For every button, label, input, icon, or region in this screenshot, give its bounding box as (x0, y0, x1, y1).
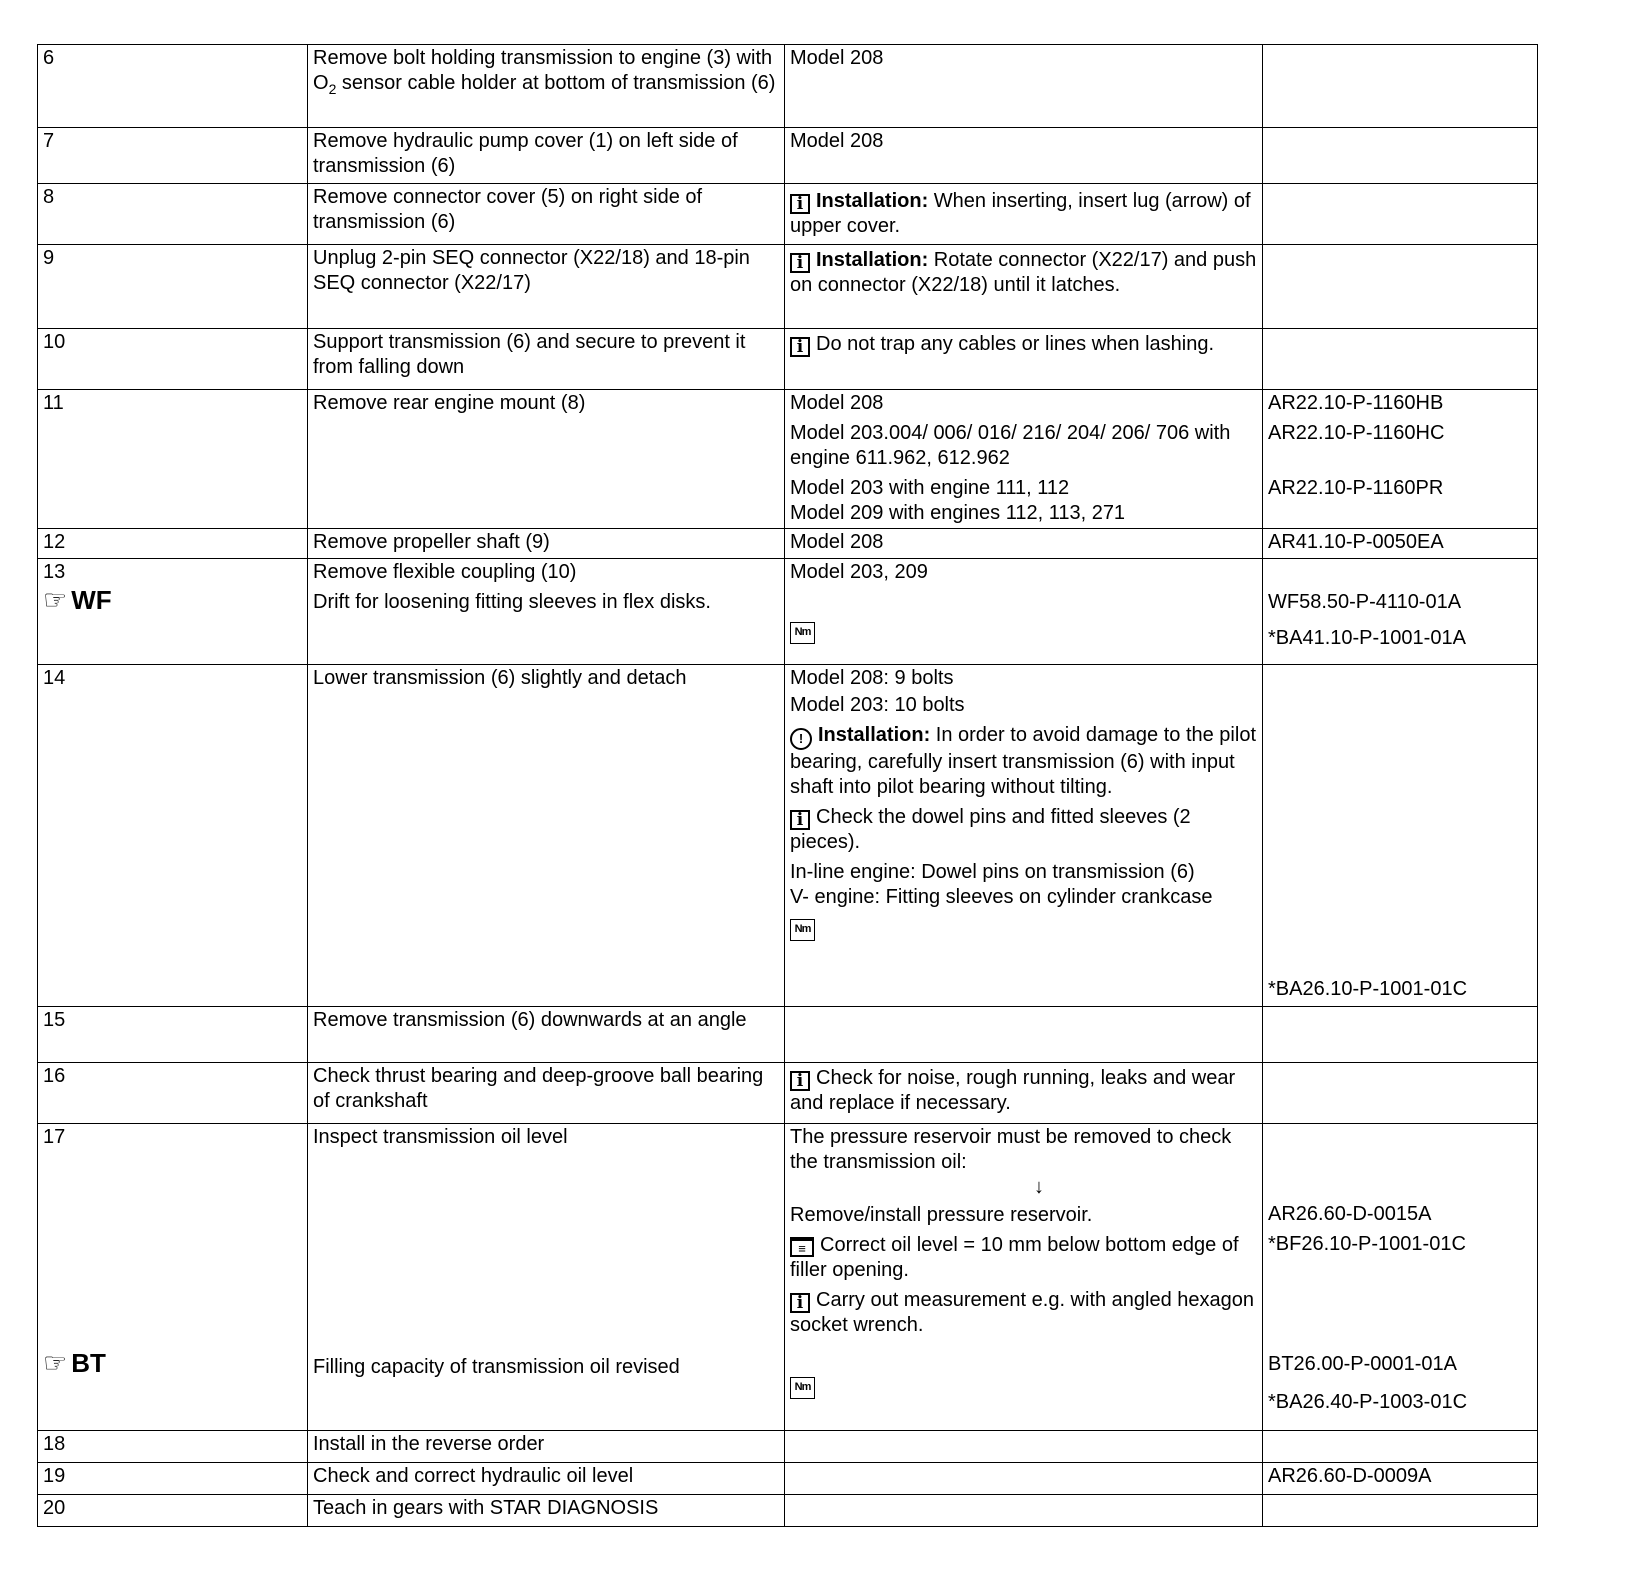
step-note: i Do not trap any cables or lines when lashing. (785, 329, 1263, 390)
step-action: Remove flexible coupling (10) Drift for loosening fitting sleeves in flex disks. (308, 559, 785, 665)
info-icon: i (790, 810, 810, 830)
step-note: Model 208: 9 bolts Model 203: 10 bolts ! Installation: In order to avoid damage to the pilot bearing, carefully insert transmission (6) with input shaft into pilot bearing without tilting. i Check the dowel pins and fitted sleeves (2 pieces). In-line engine: Dowel pins on transmission (6) V- engine: Fitting sleeves on cylinder crankcase Nm (785, 665, 1263, 1007)
step-number: 9 (38, 245, 308, 329)
step-number: 18 (38, 1431, 308, 1463)
down-arrow-icon: ↓ (1034, 1176, 1044, 1198)
table-row (38, 1007, 1538, 1063)
step-action: Teach in gears with STAR DIAGNOSIS (308, 1495, 785, 1527)
step-number: 20 (38, 1495, 308, 1527)
table-row (38, 184, 1538, 245)
step-number: 6 (38, 45, 308, 128)
table-row (38, 665, 1538, 1007)
workshop-note-marker: ☞ WF (43, 585, 112, 615)
reference-link[interactable]: AR26.60-D-0015A (1268, 1203, 1432, 1225)
step-number: 16 (38, 1063, 308, 1124)
info-icon: i (790, 253, 810, 273)
reference-link[interactable]: *BF26.10-P-1001-01C (1268, 1233, 1466, 1255)
step-action: Check and correct hydraulic oil level (308, 1463, 785, 1495)
step-action: Remove bolt holding transmission to engine (3) with $O_2$ sensor cable holder at bottom of transmission (6) (308, 45, 785, 128)
info-icon: i (790, 194, 810, 214)
table-row (38, 1463, 1538, 1495)
step-number: 19 (38, 1463, 308, 1495)
step-reference[interactable]: AR26.60-D-0009A (1263, 1463, 1538, 1495)
step-reference (1263, 390, 1538, 529)
reference-link[interactable]: AR22.10-P-1160PR (1268, 477, 1444, 499)
model-note: Model 208 (790, 392, 884, 414)
torque-icon: Nm (790, 919, 815, 941)
table-row (38, 1124, 1538, 1431)
step-note: Model 208 (785, 128, 1263, 184)
step-reference (1263, 1431, 1538, 1463)
step-action: Inspect transmission oil level Filling capacity of transmission oil revised (308, 1124, 785, 1431)
reference-link[interactable]: AR22.10-P-1160HC (1268, 422, 1445, 444)
step-note (785, 1463, 1263, 1495)
step-number: 12 (38, 529, 308, 559)
table-row (38, 390, 1538, 529)
reference-link[interactable]: BT26.00-P-0001-01A (1268, 1353, 1458, 1375)
table-row (38, 329, 1538, 390)
step-number: 14 (38, 665, 308, 1007)
model-note: Model 209 with engines 112, 113, 271 (790, 502, 1126, 524)
torque-icon: Nm (790, 622, 815, 644)
step-action: Install in the reverse order (308, 1431, 785, 1463)
step-note: i Installation: When inserting, insert lug (arrow) of upper cover. (785, 184, 1263, 245)
step-action: Remove transmission (6) downwards at an angle (308, 1007, 785, 1063)
step-action: Check thrust bearing and deep-groove ball bearing of crankshaft (308, 1063, 785, 1124)
table-row (38, 1495, 1538, 1527)
step-reference (1263, 1124, 1538, 1431)
step-number: 17 ☞ BT (38, 1124, 308, 1431)
step-number: 7 (38, 128, 308, 184)
reference-link[interactable]: WF58.50-P-4110-01A (1268, 591, 1462, 613)
reference-link[interactable]: *BA41.10-P-1001-01A (1268, 627, 1466, 649)
step-action: Remove rear engine mount (8) (308, 390, 785, 529)
step-reference (1263, 329, 1538, 390)
step-number: 10 (38, 329, 308, 390)
step-reference (1263, 1063, 1538, 1124)
step-reference (1263, 184, 1538, 245)
info-icon: i (790, 337, 810, 357)
step-action: Remove connector cover (5) on right side of transmission (6) (308, 184, 785, 245)
step-note: Model 203, 209 Nm (785, 559, 1263, 665)
table-row (38, 559, 1538, 665)
table-row (38, 45, 1538, 128)
step-reference (1263, 1007, 1538, 1063)
step-reference[interactable]: AR41.10-P-0050EA (1263, 529, 1538, 559)
table-row (38, 245, 1538, 329)
procedure-table (37, 44, 1538, 1527)
step-number: 15 (38, 1007, 308, 1063)
step-note (785, 390, 1263, 529)
step-reference (1263, 245, 1538, 329)
step-note (785, 1431, 1263, 1463)
step-reference (1263, 1495, 1538, 1527)
step-action: Lower transmission (6) slightly and detach (308, 665, 785, 1007)
step-reference (1263, 45, 1538, 128)
pointing-hand-icon: ☞ (43, 1348, 68, 1378)
table-row (38, 529, 1538, 559)
torque-icon: Nm (790, 1377, 815, 1399)
step-action: Support transmission (6) and secure to prevent it from falling down (308, 329, 785, 390)
info-icon: i (790, 1293, 810, 1313)
pointing-hand-icon: ☞ (43, 585, 68, 615)
step-action: Unplug 2-pin SEQ connector (X22/18) and 18-pin SEQ connector (X22/17) (308, 245, 785, 329)
step-number: 8 (38, 184, 308, 245)
step-note: Model 208 (785, 45, 1263, 128)
step-note (785, 1007, 1263, 1063)
step-reference (1263, 128, 1538, 184)
workshop-note-marker: ☞ BT (43, 1348, 106, 1378)
step-action: Remove propeller shaft (9) (308, 529, 785, 559)
step-note: The pressure reservoir must be removed to check the transmission oil: ↓ Remove/install pressure reservoir. ≡ Correct oil level = 10 mm below bottom edge of filler opening. i Carry out measurement e.g. with angled hexagon socket wrench. Nm (785, 1124, 1263, 1431)
table-row (38, 1431, 1538, 1463)
specification-icon: ≡ (790, 1237, 814, 1257)
step-note: i Check for noise, rough running, leaks and wear and replace if necessary. (785, 1063, 1263, 1124)
info-icon: i (790, 1071, 810, 1091)
model-note: Model 203.004/ 006/ 016/ 216/ 204/ 206/ 706 with engine 611.962, 612.962 (790, 422, 1231, 469)
step-number: 13 ☞ WF (38, 559, 308, 665)
step-note: i Installation: Rotate connector (X22/17) and push on connector (X22/18) until it latches. (785, 245, 1263, 329)
step-note (785, 1495, 1263, 1527)
step-note: Model 208 (785, 529, 1263, 559)
table-row (38, 1063, 1538, 1124)
step-action: Remove hydraulic pump cover (1) on left side of transmission (6) (308, 128, 785, 184)
reference-link[interactable]: *BA26.10-P-1001-01C (1268, 978, 1468, 1000)
reference-link[interactable]: *BA26.40-P-1003-01C (1268, 1391, 1468, 1413)
step-reference (1263, 559, 1538, 665)
caution-icon: ! (790, 728, 812, 750)
table-row (38, 128, 1538, 184)
model-note: Model 203 with engine 111, 112 (790, 477, 1070, 499)
reference-link[interactable]: AR22.10-P-1160HB (1268, 392, 1444, 414)
step-number: 11 (38, 390, 308, 529)
step-reference (1263, 665, 1538, 1007)
